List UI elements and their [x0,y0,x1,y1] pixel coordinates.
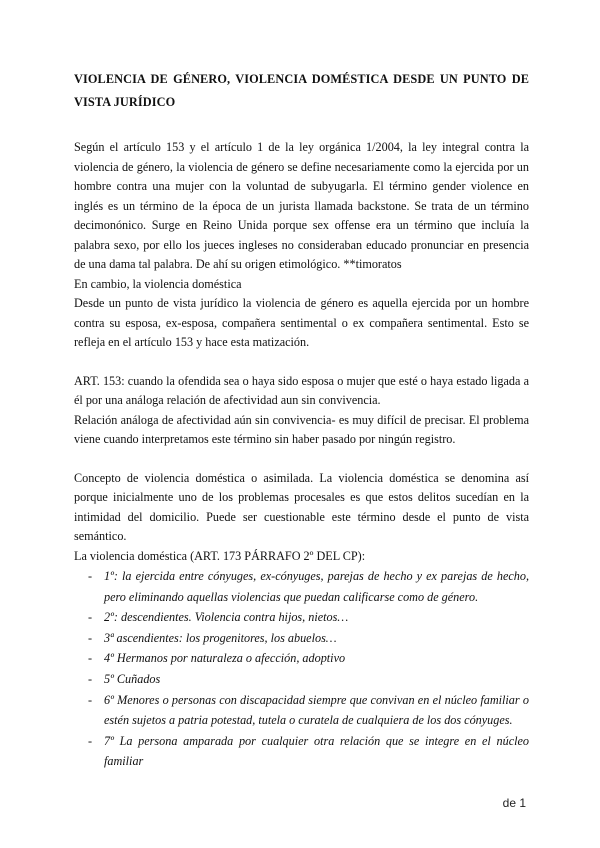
list-dash: - [88,733,93,748]
list-dash: - [88,671,93,686]
list-item-text: 6º Menores o personas con discapacidad siempre que convivan en el núcleo familiar o estén sujetos a patria potestad, tutela o curatela de cualquiera de los dos cónyuges. [104,692,529,728]
list-item-text: 2º: descendientes. Violencia contra hijos, nietos… [104,610,349,625]
list-item [74,628,529,649]
list-item [74,669,529,690]
victim-categories-list [74,566,529,772]
list-item-text: 7º La persona amparada por cualquier otra relación que se integre en el núcleo familiar [104,733,529,769]
list-dash: - [88,630,93,645]
spacer [74,450,529,469]
paragraph-definition: Según el artículo 153 y el artículo 1 de la ley orgánica 1/2004, la ley integral contra la violencia de género, la violencia de género se define necesariamente como la ejercida por un hombre contra una mujer con la voluntad de subyugarla. El término gender violence en inglés es un término de la época de un jurista llamada backstone. Se trata de un término decimonónico. Surge en Reino Unida porque sex offense era un término que incluía la palabra sexo, por ello los jueces ingleses no consideraban educado pronunciar en presencia de una dama tal palabra. De ahí su origen etimológico. **timoratos [74,140,529,271]
paragraph-relacion-analoga: Relación análoga de afectividad aún sin convivencia- es muy difícil de precisar. El problema viene cuando interpretamos este término sin haber pasado por ningún registro. [74,412,529,446]
list-item [74,648,529,669]
paragraph-violencia-domestica-intro: En cambio, la violencia doméstica [74,276,242,291]
list-item-text: 4º Hermanos por naturaleza o afección, adoptivo [104,651,346,666]
document-title: VIOLENCIA DE GÉNERO, VIOLENCIA DOMÉSTICA DESDE UN PUNTO DE VISTA JURÍDICO [74,72,529,109]
list-item [74,731,529,772]
paragraph-art-173: La violencia doméstica (ART. 173 PÁRRAFO 2º DEL CP): [74,548,366,563]
list-item-text: 1º: la ejercida entre cónyuges, ex-cónyuges, parejas de hecho y ex parejas de hecho, pero eliminando aquellas violencias que puedan calificarse como de género. [104,569,529,604]
paragraph-concepto: Concepto de violencia doméstica o asimilada. La violencia doméstica se denomina así porque inicialmente uno de los problemas procesales es que estos delitos sucedían en la intimidad del domicilio. Puede ser cuestionable este término desde el punto de vista semántico. [74,470,529,543]
list-dash: - [88,651,93,666]
document-body [74,68,529,772]
page-number: de 1 [502,796,526,810]
list-dash: - [88,692,93,707]
paragraph-juridico: Desde un punto de vista jurídico la violencia de género es aquella ejercida por un hombre contra su esposa, ex-esposa, compañera sentimental o ex compañera sentimental. Esto se refleja en el artículo 153 y hace esta matización. [74,296,529,349]
list-item-text: 3ª ascendientes: los progenitores, los abuelos… [104,630,337,645]
paragraph-art-153: ART. 153: cuando la ofendida sea o haya sido esposa o mujer que esté o haya estado ligada a él por una análoga relación de afectividad aun sin convivencia. [74,373,529,407]
list-item [74,607,529,628]
list-dash: - [88,569,93,583]
list-item-text: 5º Cuñados [104,671,161,686]
list-item [74,690,529,731]
list-dash: - [88,610,93,625]
list-item [74,566,529,607]
spacer [74,353,529,372]
